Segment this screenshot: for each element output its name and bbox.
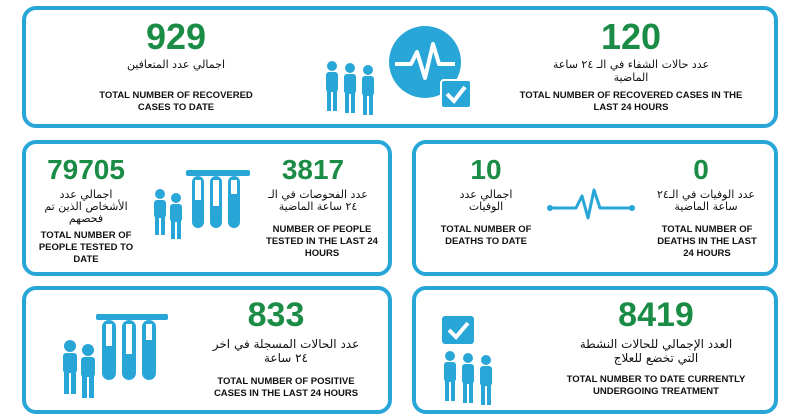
total-recovered-value: 929 bbox=[145, 16, 207, 57]
recovered-card bbox=[22, 6, 778, 128]
positive-24h-arabic-2: ٢٤ ساعة bbox=[263, 351, 308, 365]
test-tubes-icon bbox=[148, 164, 258, 244]
deaths-24h-value: 0 bbox=[693, 154, 709, 185]
total-deaths-arabic-2: الوفيات bbox=[468, 200, 504, 213]
total-recovered-arabic: اجمالي عدد المتعافين bbox=[126, 58, 225, 71]
total-tested-english: TOTAL NUMBER OF PEOPLE TESTED TO DATE bbox=[38, 230, 134, 265]
recovered-24h-value: 120 bbox=[600, 16, 662, 57]
active-cases-arabic-1: العدد الإجمالي للحالات النشطة bbox=[579, 337, 733, 351]
total-recovered-english: TOTAL NUMBER OF RECOVERED CASES TO DATE bbox=[99, 90, 253, 113]
positive-24h-arabic-1: عدد الحالات المسجلة في اخر bbox=[212, 337, 360, 351]
tested-24h-english: NUMBER OF PEOPLE TESTED IN THE LAST 24 HOURS bbox=[266, 224, 378, 259]
recovered-24h-arabic-2: الماضية bbox=[613, 71, 649, 84]
total-deaths-english: TOTAL NUMBER OF DEATHS TO DATE bbox=[440, 224, 532, 247]
total-deaths-arabic-1: اجمالي عدد bbox=[459, 188, 513, 201]
test-tubes-icon bbox=[56, 310, 176, 400]
deaths-card bbox=[412, 140, 778, 276]
deaths-24h-english: TOTAL NUMBER OF DEATHS IN THE LAST 24 HOURS bbox=[657, 224, 757, 259]
active-cases-arabic-2: التي تخضع للعلاج bbox=[613, 351, 699, 365]
people-icon bbox=[438, 348, 518, 408]
active-cases-value: 8419 bbox=[618, 296, 694, 334]
total-tested-arabic-1: اجمالي عدد bbox=[59, 188, 113, 201]
deaths-24h-arabic-2: ساعة الماضية bbox=[674, 200, 738, 213]
tested-24h-arabic-2: ٢٤ ساعة الماضية bbox=[278, 200, 358, 213]
tested-card bbox=[22, 140, 392, 276]
positive-24h-english: TOTAL NUMBER OF POSITIVE CASES IN THE LAST 24 HOURS bbox=[213, 376, 359, 399]
total-tested-arabic-3: فحصهم bbox=[68, 212, 104, 225]
active-cases-english: TOTAL NUMBER TO DATE CURRENTLY UNDERGOING TREATMENT bbox=[566, 374, 746, 397]
checkbox-icon bbox=[440, 314, 476, 346]
ekg-line-icon bbox=[546, 184, 636, 224]
deaths-24h-arabic-1: عدد الوفيات في الـ٢٤ bbox=[657, 188, 755, 201]
tested-24h-arabic-1: عدد الفحوصات في الـ bbox=[268, 188, 368, 201]
recovered-24h-english: TOTAL NUMBER OF RECOVERED CASES IN THE LAST 24 HOURS bbox=[519, 90, 743, 113]
recovered-24h-arabic-1: عدد حالات الشفاء في الـ ٢٤ ساعة bbox=[552, 58, 710, 71]
positive-card bbox=[22, 286, 392, 414]
tested-24h-value: 3817 bbox=[281, 154, 345, 185]
total-tested-value: 79705 bbox=[47, 154, 125, 185]
total-tested-arabic-2: الأشخاص الذين تم bbox=[44, 200, 128, 213]
total-deaths-value: 10 bbox=[470, 154, 502, 185]
positive-24h-value: 833 bbox=[247, 296, 305, 334]
active-cases-card bbox=[412, 286, 778, 414]
heartbeat-check-icon bbox=[381, 22, 481, 114]
